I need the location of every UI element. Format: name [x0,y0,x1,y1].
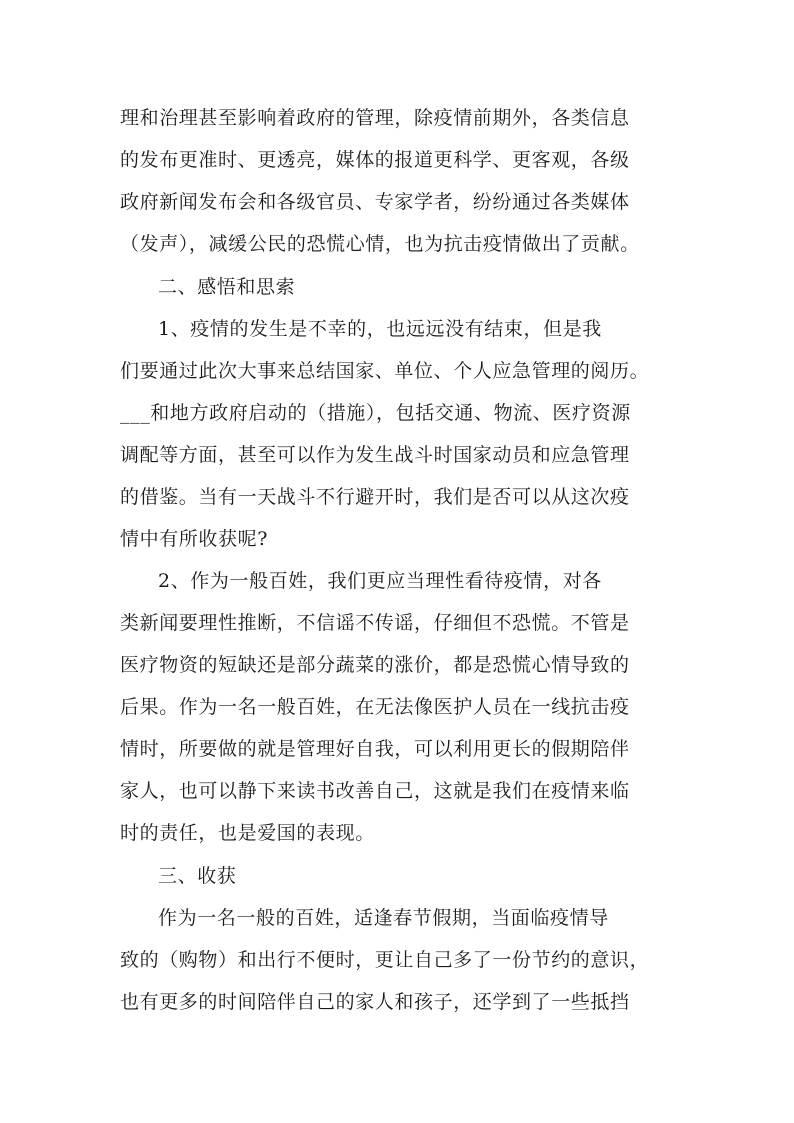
text-line: 理和治理甚至影响着政府的管理，除疫情前期外，各类信息 [120,107,630,129]
text-line: 致的（购物）和出行不便时，更让自己多了一份节约的意识， [120,949,650,971]
text-line: ___和地方政府启动的（措施），包括交通、物流、医疗资源 [120,402,631,424]
text-line: 医疗物资的短缺还是部分蔬菜的涨价，都是恐慌心情导致的 [120,654,630,676]
text-line: 类新闻要理性推断，不信谣不传谣，仔细但不恐慌。不管是 [120,612,630,634]
text-line: 也有更多的时间陪伴自己的家人和孩子，还学到了一些抵挡 [120,991,630,1013]
text-line: 情中有所收获呢? [120,528,268,550]
text-line: 时的责任，也是爱国的表现。 [120,822,375,844]
paragraph-start: 1、疫情的发生是不幸的，也远远没有结束，但是我 [158,318,602,340]
text-line: 的发布更准时、更透亮，媒体的报道更科学、更客观，各级 [120,149,630,171]
text-line: （发声），减缓公民的恐慌心情，也为抗击疫情做出了贡献。 [120,233,640,255]
section-heading: 三、收获 [158,865,237,887]
text-line: 情时，所要做的就是管理好自我，可以利用更长的假期陪伴 [120,738,630,760]
text-line: 政府新闻发布会和各级官员、专家学者，纷纷通过各类媒体 [120,191,630,213]
paragraph-start: 作为一名一般的百姓，适逢春节假期，当面临疫情导 [158,907,609,929]
text-line: 们要通过此次大事来总结国家、单位、个人应急管理的阅历。 [120,360,650,382]
text-line: 后果。作为一名一般百姓，在无法像医护人员在一线抗击疫 [120,696,630,718]
paragraph-start: 2、作为一般百姓，我们更应当理性看待疫情，对各 [158,570,602,592]
text-line: 调配等方面，甚至可以作为发生战斗时国家动员和应急管理 [120,444,630,466]
section-heading: 二、感悟和思索 [158,276,296,298]
text-line: 家人，也可以静下来读书改善自己，这就是我们在疫情来临 [120,780,630,802]
text-line: 的借鉴。当有一天战斗不行避开时，我们是否可以从这次疫 [120,486,630,508]
